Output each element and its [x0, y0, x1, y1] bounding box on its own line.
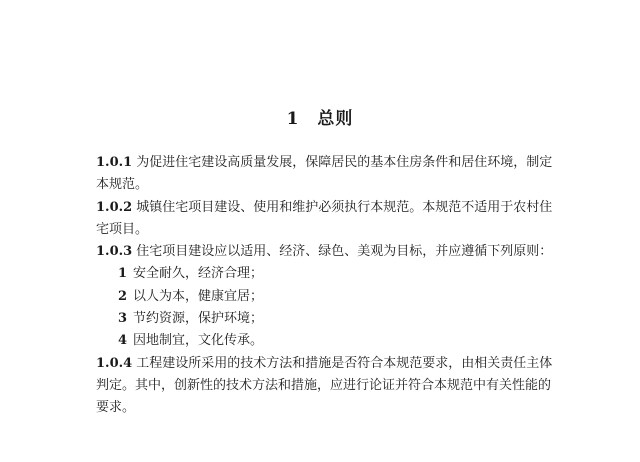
- clause-number: 1.0.4: [96, 355, 133, 371]
- clause-number: 1.0.3: [96, 244, 133, 260]
- chapter-heading: [0, 104, 640, 129]
- chapter-number: 1: [286, 109, 300, 129]
- clause-text: 为促进住宅建设高质量发展，保障居民的基本住房条件和居住环境，制定本规范。: [96, 155, 553, 193]
- clause-text: 工程建设所采用的技术方法和措施是否符合本规范要求，由相关责任主体判定。其中，创新性的技术方法和措施，应进行论证并符合本规范中有关性能的要求。: [96, 355, 553, 416]
- list-item-number: 2: [118, 288, 128, 304]
- list-item-number: 3: [118, 311, 128, 327]
- list-item-text: 节约资源，保护环境；: [133, 311, 264, 327]
- clause-1-0-2: [96, 197, 560, 242]
- document-body: [96, 152, 560, 420]
- clause-number: 1.0.2: [96, 199, 133, 215]
- list-item: [96, 308, 560, 330]
- clause-1-0-3: [96, 241, 560, 263]
- list-item: [96, 263, 560, 285]
- clause-text: 城镇住宅项目建设、使用和维护必须执行本规范。本规范不适用于农村住宅项目。: [96, 199, 553, 237]
- clause-1-0-4: [96, 353, 560, 420]
- list-item-text: 因地制宜，文化传承。: [133, 333, 264, 349]
- clause-1-0-1: [96, 152, 560, 197]
- list-item-text: 安全耐久，经济合理；: [133, 266, 264, 282]
- clause-number: 1.0.1: [96, 155, 133, 170]
- chapter-title: 总则: [317, 109, 354, 129]
- list-item-number: 1: [118, 266, 128, 282]
- list-item: [96, 330, 560, 352]
- clause-text: 住宅项目建设应以适用、经济、绿色、美观为目标，并应遵循下列原则：: [136, 244, 553, 260]
- list-item-number: 4: [118, 333, 128, 349]
- list-item-text: 以人为本，健康宜居；: [133, 288, 264, 304]
- list-item: [96, 286, 560, 308]
